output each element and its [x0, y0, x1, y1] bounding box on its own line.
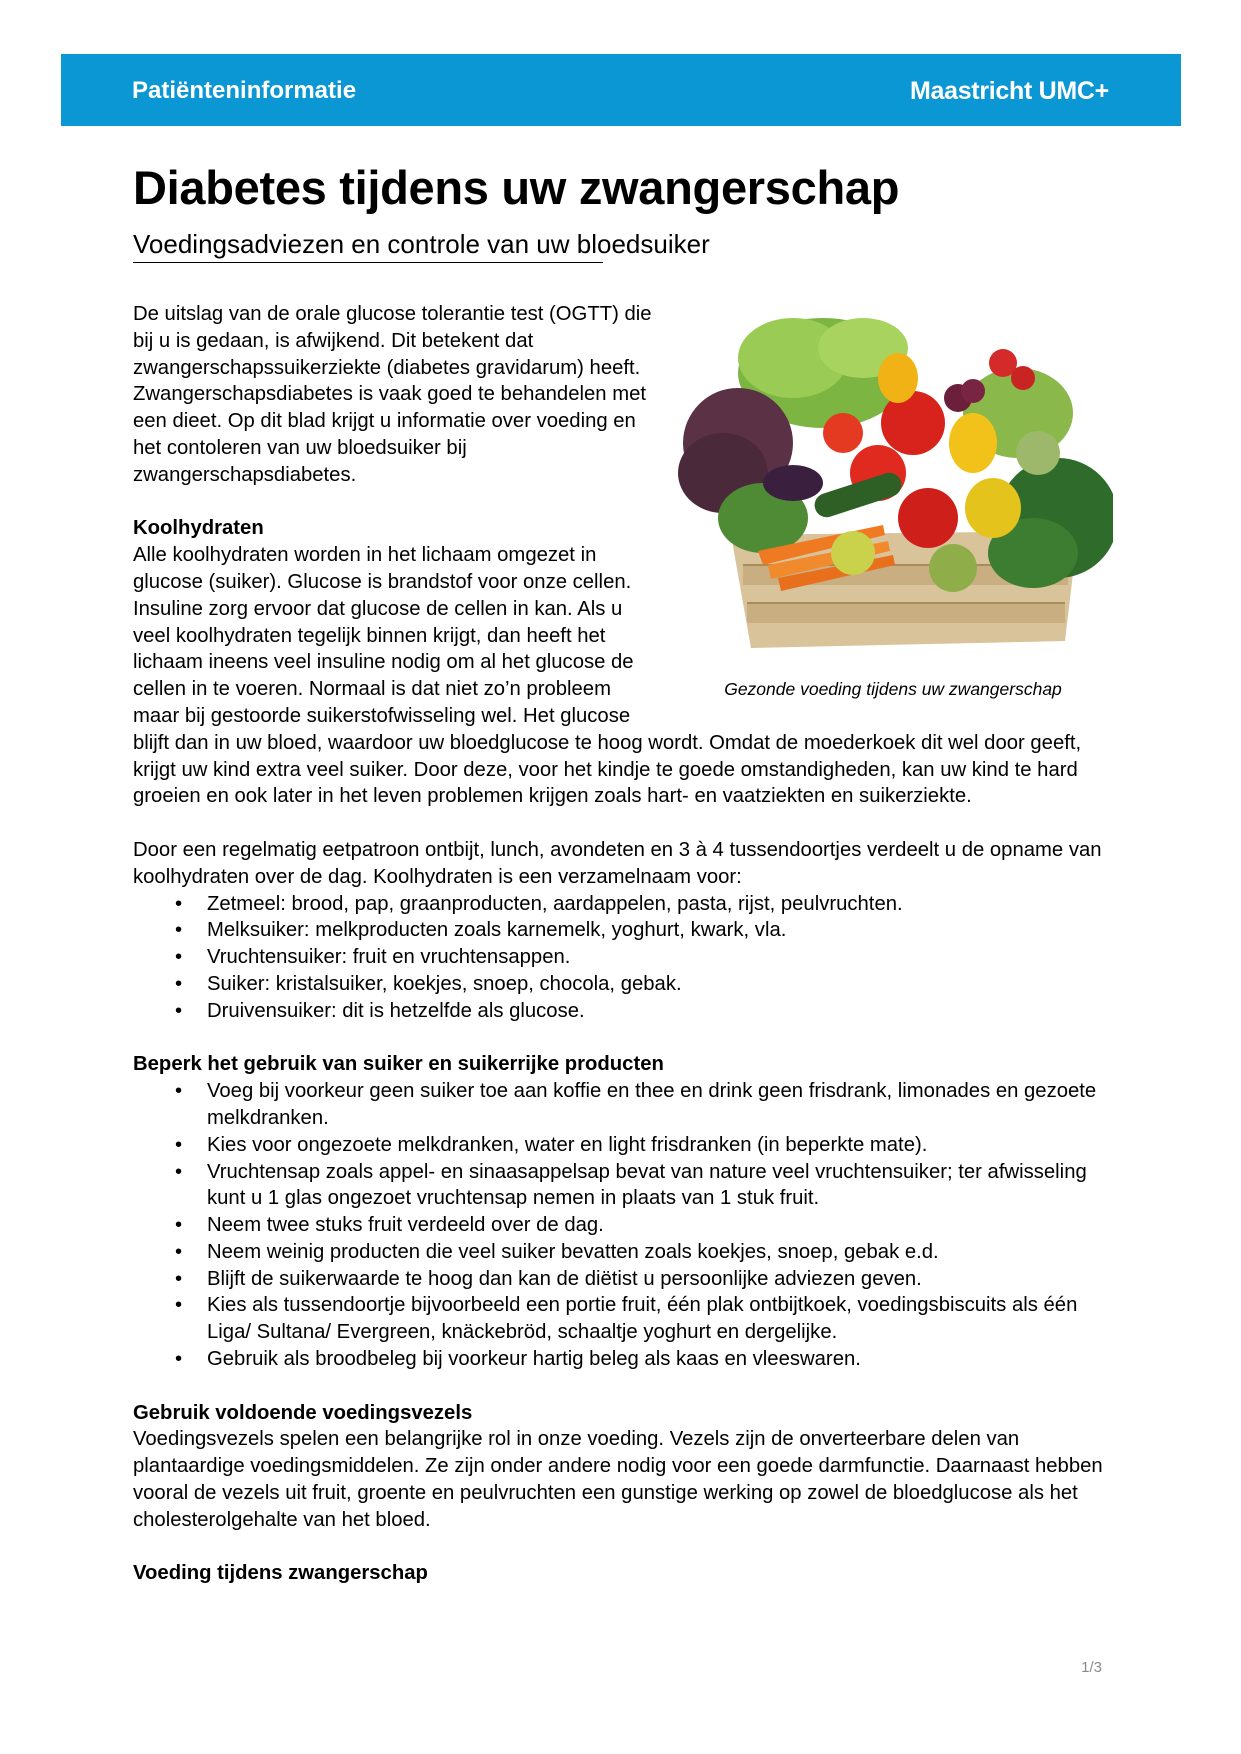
paragraph-vezels: Voedingsvezels spelen een belangrijke rol in onze voeding. Vezels zijn de onverteerbare delen van plantaardige voedingsmiddelen. Ze zijn onder andere nodig voor een goede darmfunctie. Daarnaast hebben vooral de vezels uit fruit, groente en peulvruchten een gunstige werking op zowel de bloedglucose als het cholesterolgehalte van het bloed. [133, 1428, 1103, 1531]
list-item: • Kies als tussendoortje bijvoorbeeld een portie fruit, één plak ontbijtkoek, voedingsbiscuits als één Liga/ Sultana/ Evergreen, knäckebröd, schaaltje yoghurt en dergelijke. [175, 1294, 1078, 1344]
carbohydrate-list [133, 891, 1113, 1025]
paragraph-koolhydraten-2: Door een regelmatig eetpatroon ontbijt, lunch, avondeten en 3 à 4 tussendoortjes verdeelt u de opname van koolhydraten over de dag. Koolhydraten is een verzamelnaam voor: [133, 838, 1102, 888]
heading-koolhydraten: Koolhydraten [133, 517, 264, 540]
brand-logo: Maastricht UMC+ [909, 77, 1109, 105]
vegetable-figure [673, 301, 1113, 711]
figure-caption: Gezonde voeding tijdens uw zwangerschap [724, 679, 1062, 699]
list-item: • Vruchtensap zoals appel- en sinaasappelsap bevat van nature veel vruchtensuiker; ter afwisseling kunt u 1 glas ongezoet vruchtensap nemen in plaats van 1 stuk fruit. [175, 1160, 1087, 1210]
list-item: • Gebruik als broodbeleg bij voorkeur hartig beleg als kaas en vleeswaren. [175, 1348, 861, 1371]
heading-suiker: Beperk het gebruik van suiker en suikerrijke producten [133, 1053, 664, 1076]
list-item: • Melksuiker: melkproducten zoals karnemelk, yoghurt, kwark, vla. [175, 919, 787, 942]
vegetable-crate-photo [673, 303, 1113, 651]
document-body [133, 301, 1113, 1587]
page-title: Diabetes tijdens uw zwangerschap [133, 161, 900, 214]
header-banner [61, 54, 1181, 126]
list-item: • Zetmeel: brood, pap, graanproducten, aardappelen, pasta, rijst, peulvruchten. [175, 892, 903, 915]
list-item: • Blijft de suikerwaarde te hoog dan kan de diëtist u persoonlijke adviezen geven. [175, 1267, 922, 1290]
heading-vezels: Gebruik voldoende voedingsvezels [133, 1401, 473, 1424]
list-item: • Vruchtensuiker: fruit en vruchtensappen. [175, 946, 571, 969]
subtitle-underline [133, 262, 603, 263]
list-item: • Neem twee stuks fruit verdeeld over de dag. [175, 1214, 604, 1237]
page-subtitle: Voedingsadviezen en controle van uw bloedsuiker [133, 229, 710, 259]
page-number: 1/3 [1081, 1659, 1102, 1676]
list-item: • Neem weinig producten die veel suiker bevatten zoals koekjes, snoep, gebak e.d. [175, 1240, 939, 1263]
sugar-advice-list [133, 1078, 1113, 1373]
list-item: • Druivensuiker: dit is hetzelfde als glucose. [175, 999, 585, 1022]
heading-zwangerschap: Voeding tijdens zwangerschap [133, 1562, 428, 1585]
list-item: • Kies voor ongezoete melkdranken, water en light frisdranken (in beperkte mate). [175, 1133, 928, 1156]
section-label: Patiënteninformatie [132, 77, 357, 104]
list-item: • Voeg bij voorkeur geen suiker toe aan koffie en thee en drink geen frisdrank, limonades en gezoete melkdranken. [175, 1080, 1097, 1129]
intro-paragraph: De uitslag van de orale glucose tolerantie test (OGTT) die bij u is gedaan, is afwijkend. Dit betekent dat zwangerschapssuikerziekte (diabetes gravidarum) heeft. Zwangerschapsdiabetes is vaak goed te behandelen met een dieet. Op dit blad krijgt u informatie over voeding en het contoleren van uw bloedsuiker bij zwangerschapsdiabetes. [133, 303, 652, 486]
list-item: • Suiker: kristalsuiker, koekjes, snoep, chocola, gebak. [175, 972, 682, 995]
paragraph-koolhydraten: Alle koolhydraten worden in het lichaam omgezet in glucose (suiker). Glucose is brandstof voor onze cellen. Insuline zorg ervoor dat glucose de cellen in kan. Als u veel koolhydraten tegelijk binnen krijgt, dan heeft het lichaam ineens veel insuline nodig om al het glucose de cellen in te voeren. Normaal is dat niet zo’n probleem maar bij gestoorde suikerstofwisseling wel. Het glucose blijft dan in uw bloed, waardoor uw bloedglucose te hoog wordt. Omdat de moederkoek dit wel door geeft, krijgt uw kind extra veel suiker. Door deze, voor het kindje te goede omstandigheden, kan uw kind te hard groeien en ook later in het leven problemen krijgen zoals hart- en vaatziekten en suikerziekte. [133, 544, 1082, 808]
